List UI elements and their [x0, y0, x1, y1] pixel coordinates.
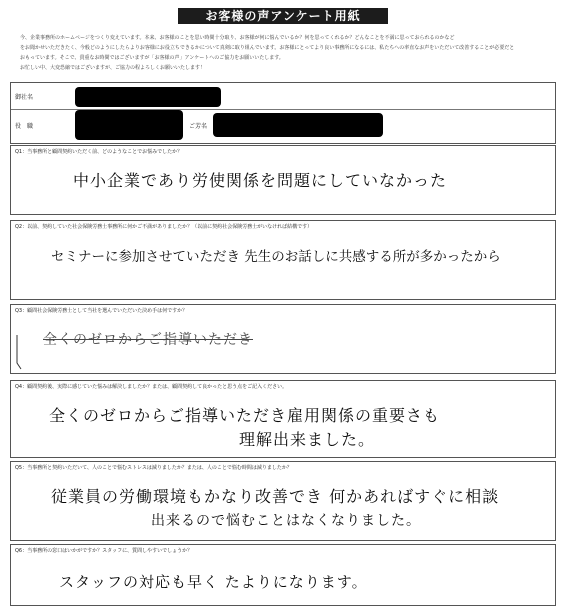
answer-4-line: 理解出来ました。 — [239, 430, 376, 449]
question-1-label: Q1：当事務所と顧問契約いただく前、どのようなことでお悩みでしたか？ — [15, 149, 183, 155]
customer-info-box — [10, 82, 556, 144]
answer-5-line: 従業員の労働環境もかなり改善でき 何かあればすぐに相談 — [51, 487, 500, 506]
name-label: ご芳名 — [189, 123, 208, 130]
question-2-label: Q2：以前、契約していた社会保険労務士事務所に何かご不満がありましたか？（以前に契約社会保険労務士がいなければ結構です） — [15, 224, 313, 230]
intro-line: おもっています。そこで、貴重なお時間ではございますが「お客様の声」アンケートへのご協力をお願いいたします。 — [20, 55, 284, 61]
answer-5-line: 出来るので悩むことはなくなりました。 — [151, 513, 421, 529]
answer-2-line: セミナーに参加させていただき 先生のお話しに共感する所が多かったから — [51, 249, 501, 265]
question-3-box — [10, 304, 556, 374]
question-5-box — [10, 461, 556, 541]
company-redaction — [75, 87, 221, 107]
intro-line: お忙しい中、大変恐縮ではございますが、ご協力の程よろしくお願いいたします！ — [20, 65, 206, 71]
answer-6-line: スタッフの対応も早く たよりになります。 — [59, 573, 368, 591]
intro-line: 今、企業事務所のホームページをつくり変えています。本来、お客様のことを思い時間十分取り、お客様が何に悩んでいるか？何を思ってくれるか？どんなことを不満に思っておられるのかなど — [20, 35, 455, 41]
intro-line: をお聞かせいただきたく、今般どのようにしたらよりお客様にお役立ちできるかについて真剣に取り組んでいます。お客様にとってより良い事務所になるには、私たちへの率直なお声をいただいて改善することが必要だと — [20, 45, 515, 51]
question-3-label: Q3：顧問社会保険労務士として当社を選んでいただいた決め手は何ですか？ — [15, 308, 188, 314]
question-4-box — [10, 380, 556, 458]
question-6-box — [10, 544, 556, 606]
intro-text — [20, 33, 550, 73]
margin-arrow-mark — [11, 333, 23, 373]
answer-4-line: 全くのゼロからご指導いただき雇用関係の重要さも — [49, 406, 441, 425]
form-title: お客様の声アンケート用紙 — [178, 8, 388, 24]
position-label: 役 職 — [15, 123, 34, 130]
answer-3-line: 全くのゼロからご指導いただき — [43, 332, 253, 348]
question-4-label: Q4：顧問契約後、実際に感じていた悩みは解決しましたか？または、顧問契約して良かったと思う点をご記入ください。 — [15, 384, 288, 390]
name-redaction — [213, 113, 383, 137]
answer-1-line: 中小企業であり労使関係を問題にしていなかった — [73, 171, 448, 190]
question-2-box — [10, 220, 556, 300]
question-1-box — [10, 145, 556, 215]
survey-sheet — [10, 8, 556, 606]
position-redaction — [75, 110, 183, 140]
question-5-label: Q5：当事務所と契約いただいて、人のことで悩むストレスは減りましたか？または、人のことで悩む時間は減りましたか？ — [15, 465, 292, 471]
question-6-label: Q6：当事務所の窓口はいかがですか？スタッフに、質問しやすいでしょうか？ — [15, 548, 193, 554]
company-label: 御社名 — [15, 94, 34, 101]
